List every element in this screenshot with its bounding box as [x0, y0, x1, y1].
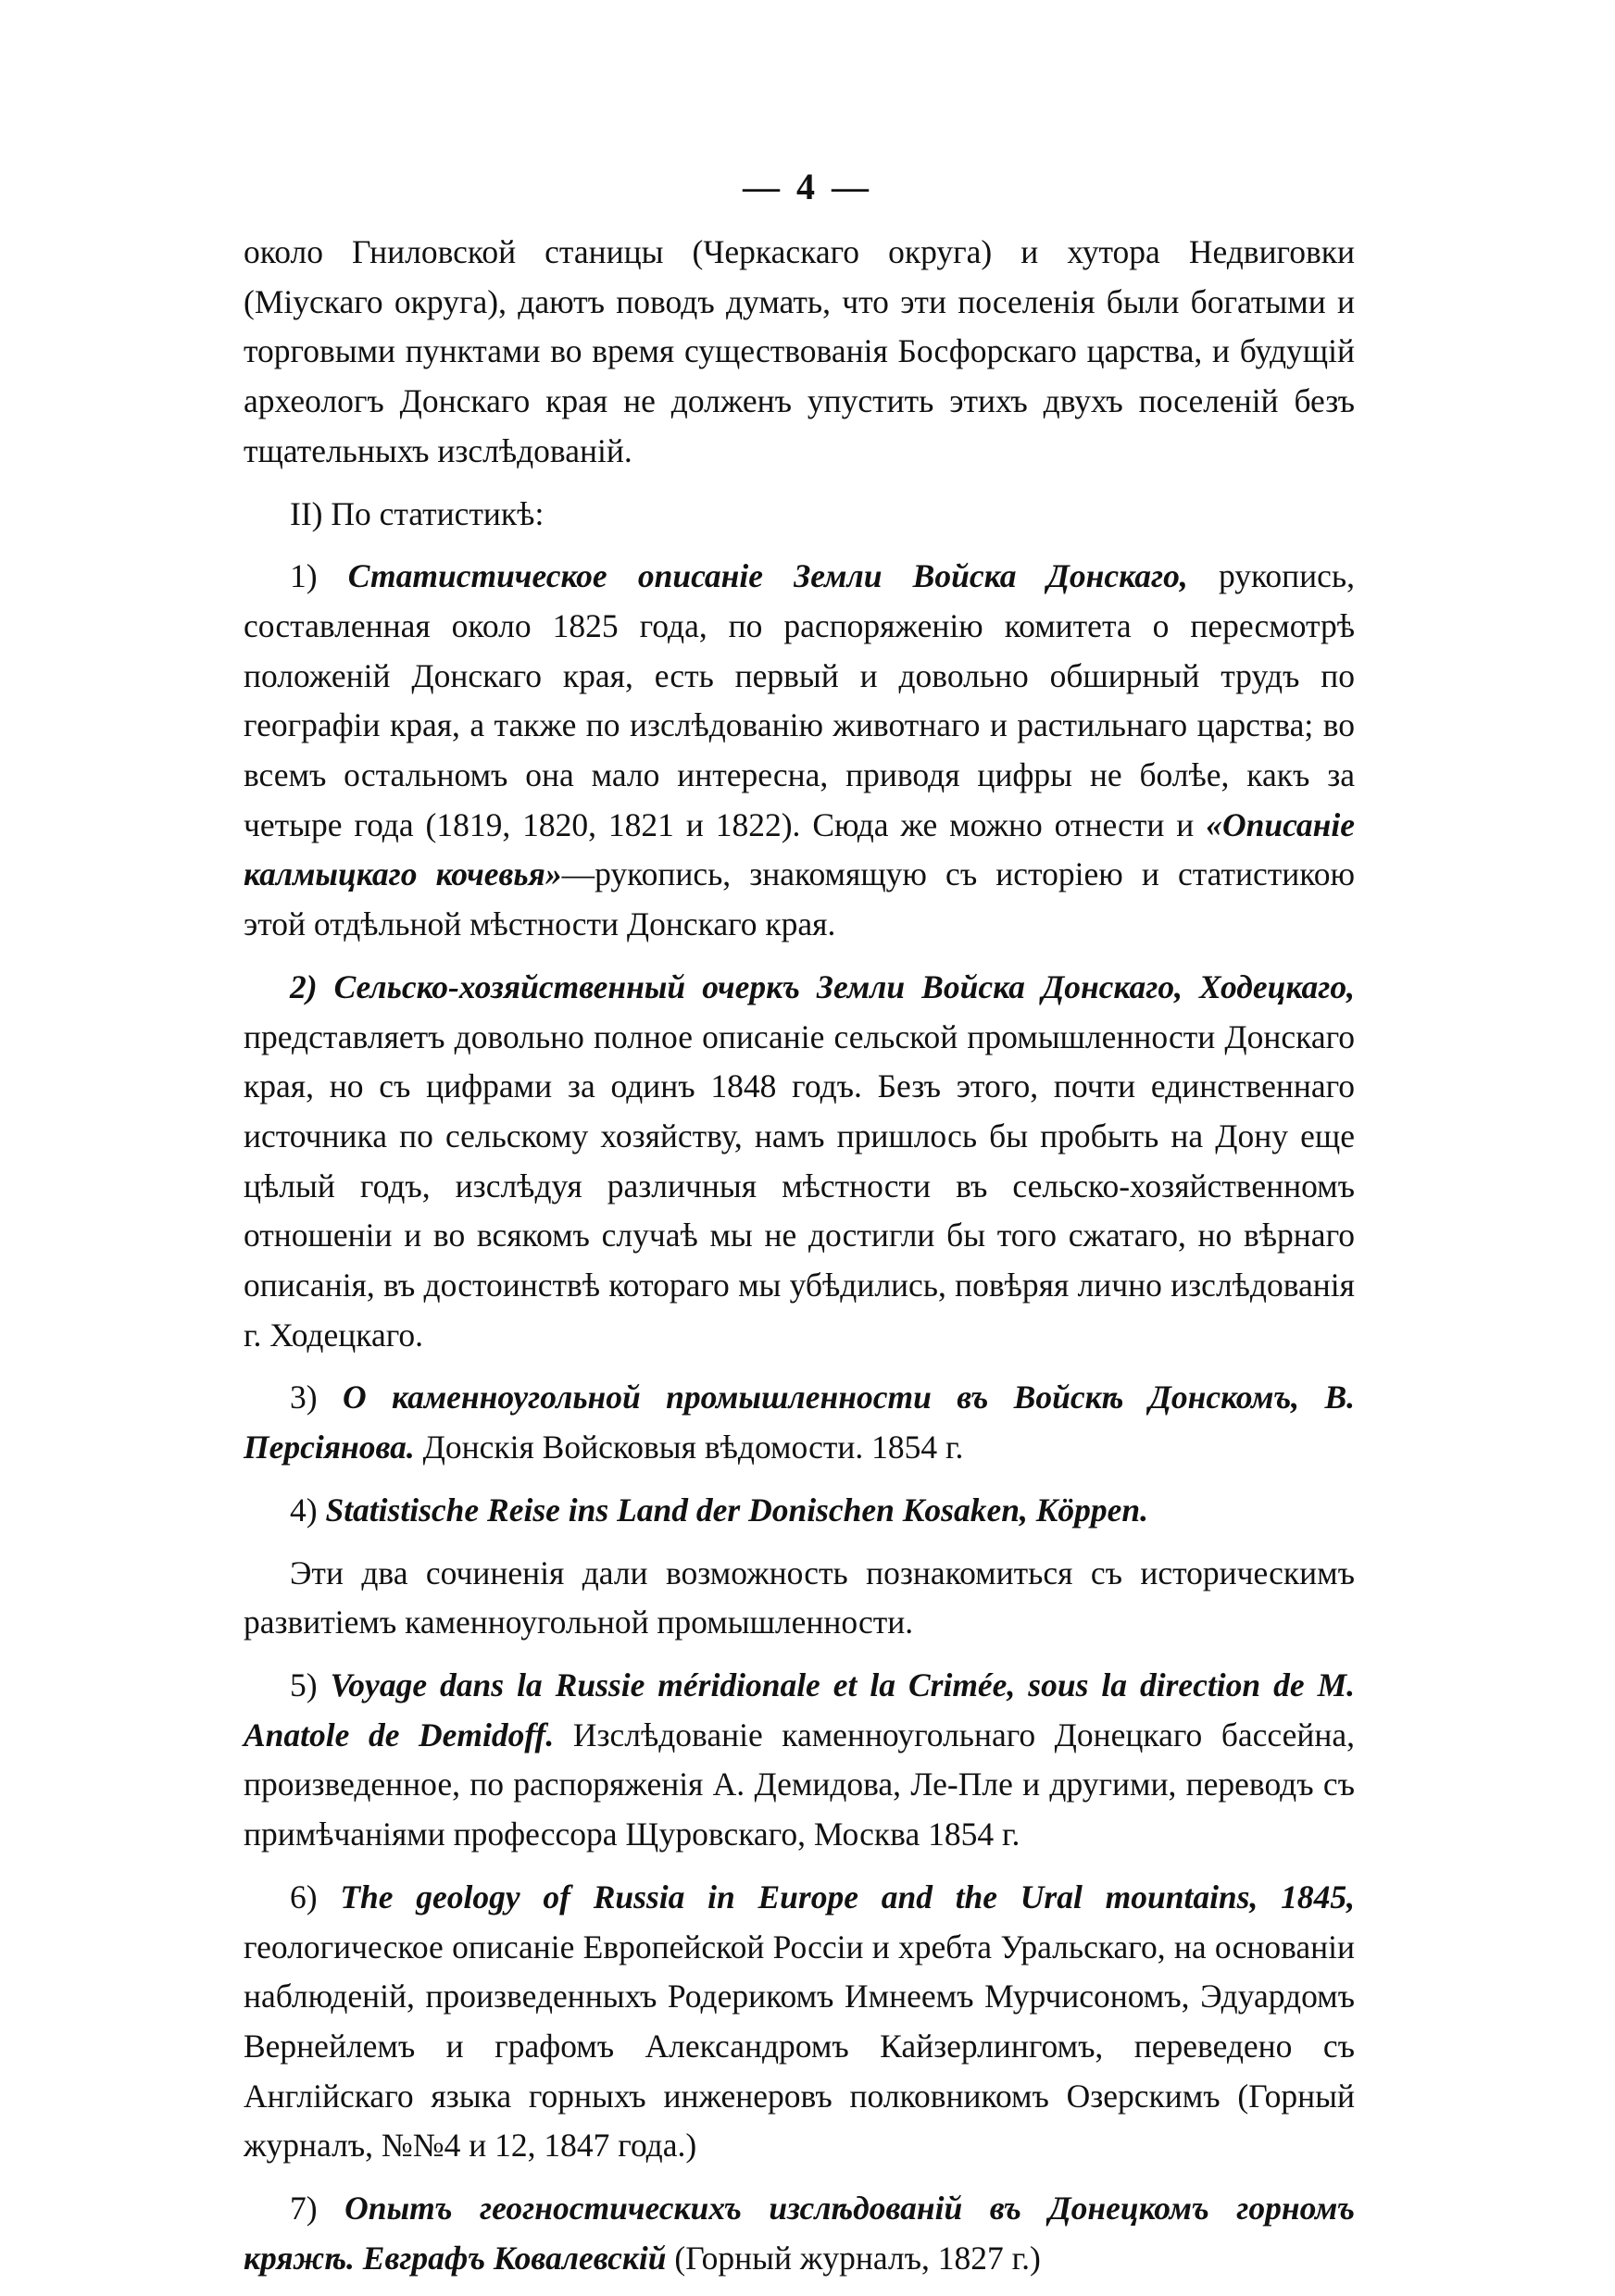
page-number: — 4 —	[743, 166, 872, 207]
entry-description: Донскія Войсковыя вѣдомости. 1854 г.	[414, 1429, 964, 1466]
entry-description: рукопись, составленная около 1825 года, по распоряженію комитета о пересмотрѣ положеній Донскаго края, есть первый и довольно обширный трудъ по географіи края, а также по изслѣдованію животнаго и растильнаго царства; во всемъ остальномъ она мало интересна, приводя цифры не болѣе, какъ за четыре года (1819, 1820, 1821 и 1822). Сюда же можно отнести и	[244, 557, 1355, 843]
bibliography-entry-4	[244, 1486, 1355, 1536]
entry-title-secondary: «Описаніе калмыцкаго кочевья»	[244, 805, 1355, 893]
bibliography-entry-3	[244, 1373, 1355, 1472]
entry-number: 6)	[290, 1878, 318, 1915]
paragraph-commentary: Эти два сочиненія дали возможность познакомиться съ историческимъ развитіемъ каменноугольной промышленности.	[244, 1554, 1355, 1641]
bibliography-entry-7	[244, 2184, 1355, 2283]
entry-description: Изслѣдованіе каменноугольнаго Донецкаго бассейна, произведенное, по распоряженія А. Демидова, Ле-Пле и другими, переводъ съ примѣчаніями профессора Щуровскаго, Москва 1854 г.	[244, 1716, 1355, 1853]
entry-title: 2) Сельско-хозяйственный очеркъ Земли Войска Донскаго, Ходецкаго,	[290, 967, 1355, 1005]
entry-description-cont: —рукопись, знакомящую съ исторіею и статистикою этой отдѣльной мѣстности Донскаго края.	[244, 855, 1355, 943]
entry-description: (Горный журналъ, 1827 г.)	[666, 2239, 1041, 2277]
entry-title: Статистическое описаніе Земли Войска Донскаго,	[347, 557, 1188, 595]
bibliography-entry-5	[244, 1661, 1355, 1860]
entry-number: 7)	[290, 2190, 318, 2227]
entry-title: Voyage dans la Russie méridionale et la Crimée, sous la direction de M. Anatole de Demidoff.	[244, 1666, 1356, 1753]
entry-description: представляетъ довольно полное описаніе сельской промышленности Донскаго края, но съ цифрами за одинъ 1848 годъ. Безъ этого, почти единственнаго источника по сельскому хозяйству, намъ пришлось бы пробыть на Дону еще цѣлый годъ, изслѣдуя различныя мѣстности въ сельско-хозяйственномъ отношеніи и во всякомъ случаѣ мы не достигли бы того сжатаго, но вѣрнаго описанія, въ достоинствѣ котораго мы убѣдились, повѣряя лично изслѣдованія г. Ходецкаго.	[244, 1017, 1355, 1354]
entry-title: О каменноугольной промышленности въ Войскѣ Донскомъ, В. Персіянова.	[244, 1379, 1355, 1466]
paragraph-intro: около Гниловской станицы (Черкаскаго округа) и хутора Недвиговки (Міускаго округа), даютъ поводъ думать, что эти поселенія были богатыми и торговыми пунктами во время существованія Босфорскаго царства, и будущій археологъ Донскаго края не долженъ упустить этихъ двухъ поселеній безъ тщательныхъ изслѣдованій.	[244, 233, 1355, 469]
bibliography-entry-1	[244, 552, 1355, 950]
bibliography-entry-6	[244, 1873, 1355, 2171]
entry-description: геологическое описаніе Европейской Россіи и хребта Уральскаго, на основаніи наблюденій, произведенныхъ Родерикомъ Имнеемъ Мурчисономъ, Эдуардомъ Вернейлемъ и графомъ Александромъ Кайзерлингомъ, переведено съ Англійскаго языка горныхъ инженеровъ полковникомъ Озерскимъ (Горный журналъ, №№4 и 12, 1847 года.)	[244, 1928, 1355, 2165]
bibliography-entry-2	[244, 963, 1355, 1361]
entry-title: The geology of Russia in Europe and the Ural mountains, 1845,	[340, 1878, 1355, 1915]
section-heading: II) По статистикѣ:	[290, 494, 545, 532]
entry-number: 1)	[290, 557, 318, 595]
entry-number: 5)	[290, 1666, 318, 1703]
entry-title: Опытъ геогностическихъ изслѣдованій въ Донецкомъ горномъ кряжѣ. Евграфъ Ковалевскій	[244, 2190, 1355, 2277]
entry-number: 3)	[290, 1379, 318, 1416]
entry-number: 4)	[290, 1491, 318, 1529]
page-body	[244, 228, 1355, 2296]
entry-title: Statistische Reise ins Land der Donischen Kosaken, Köppen.	[325, 1491, 1149, 1529]
